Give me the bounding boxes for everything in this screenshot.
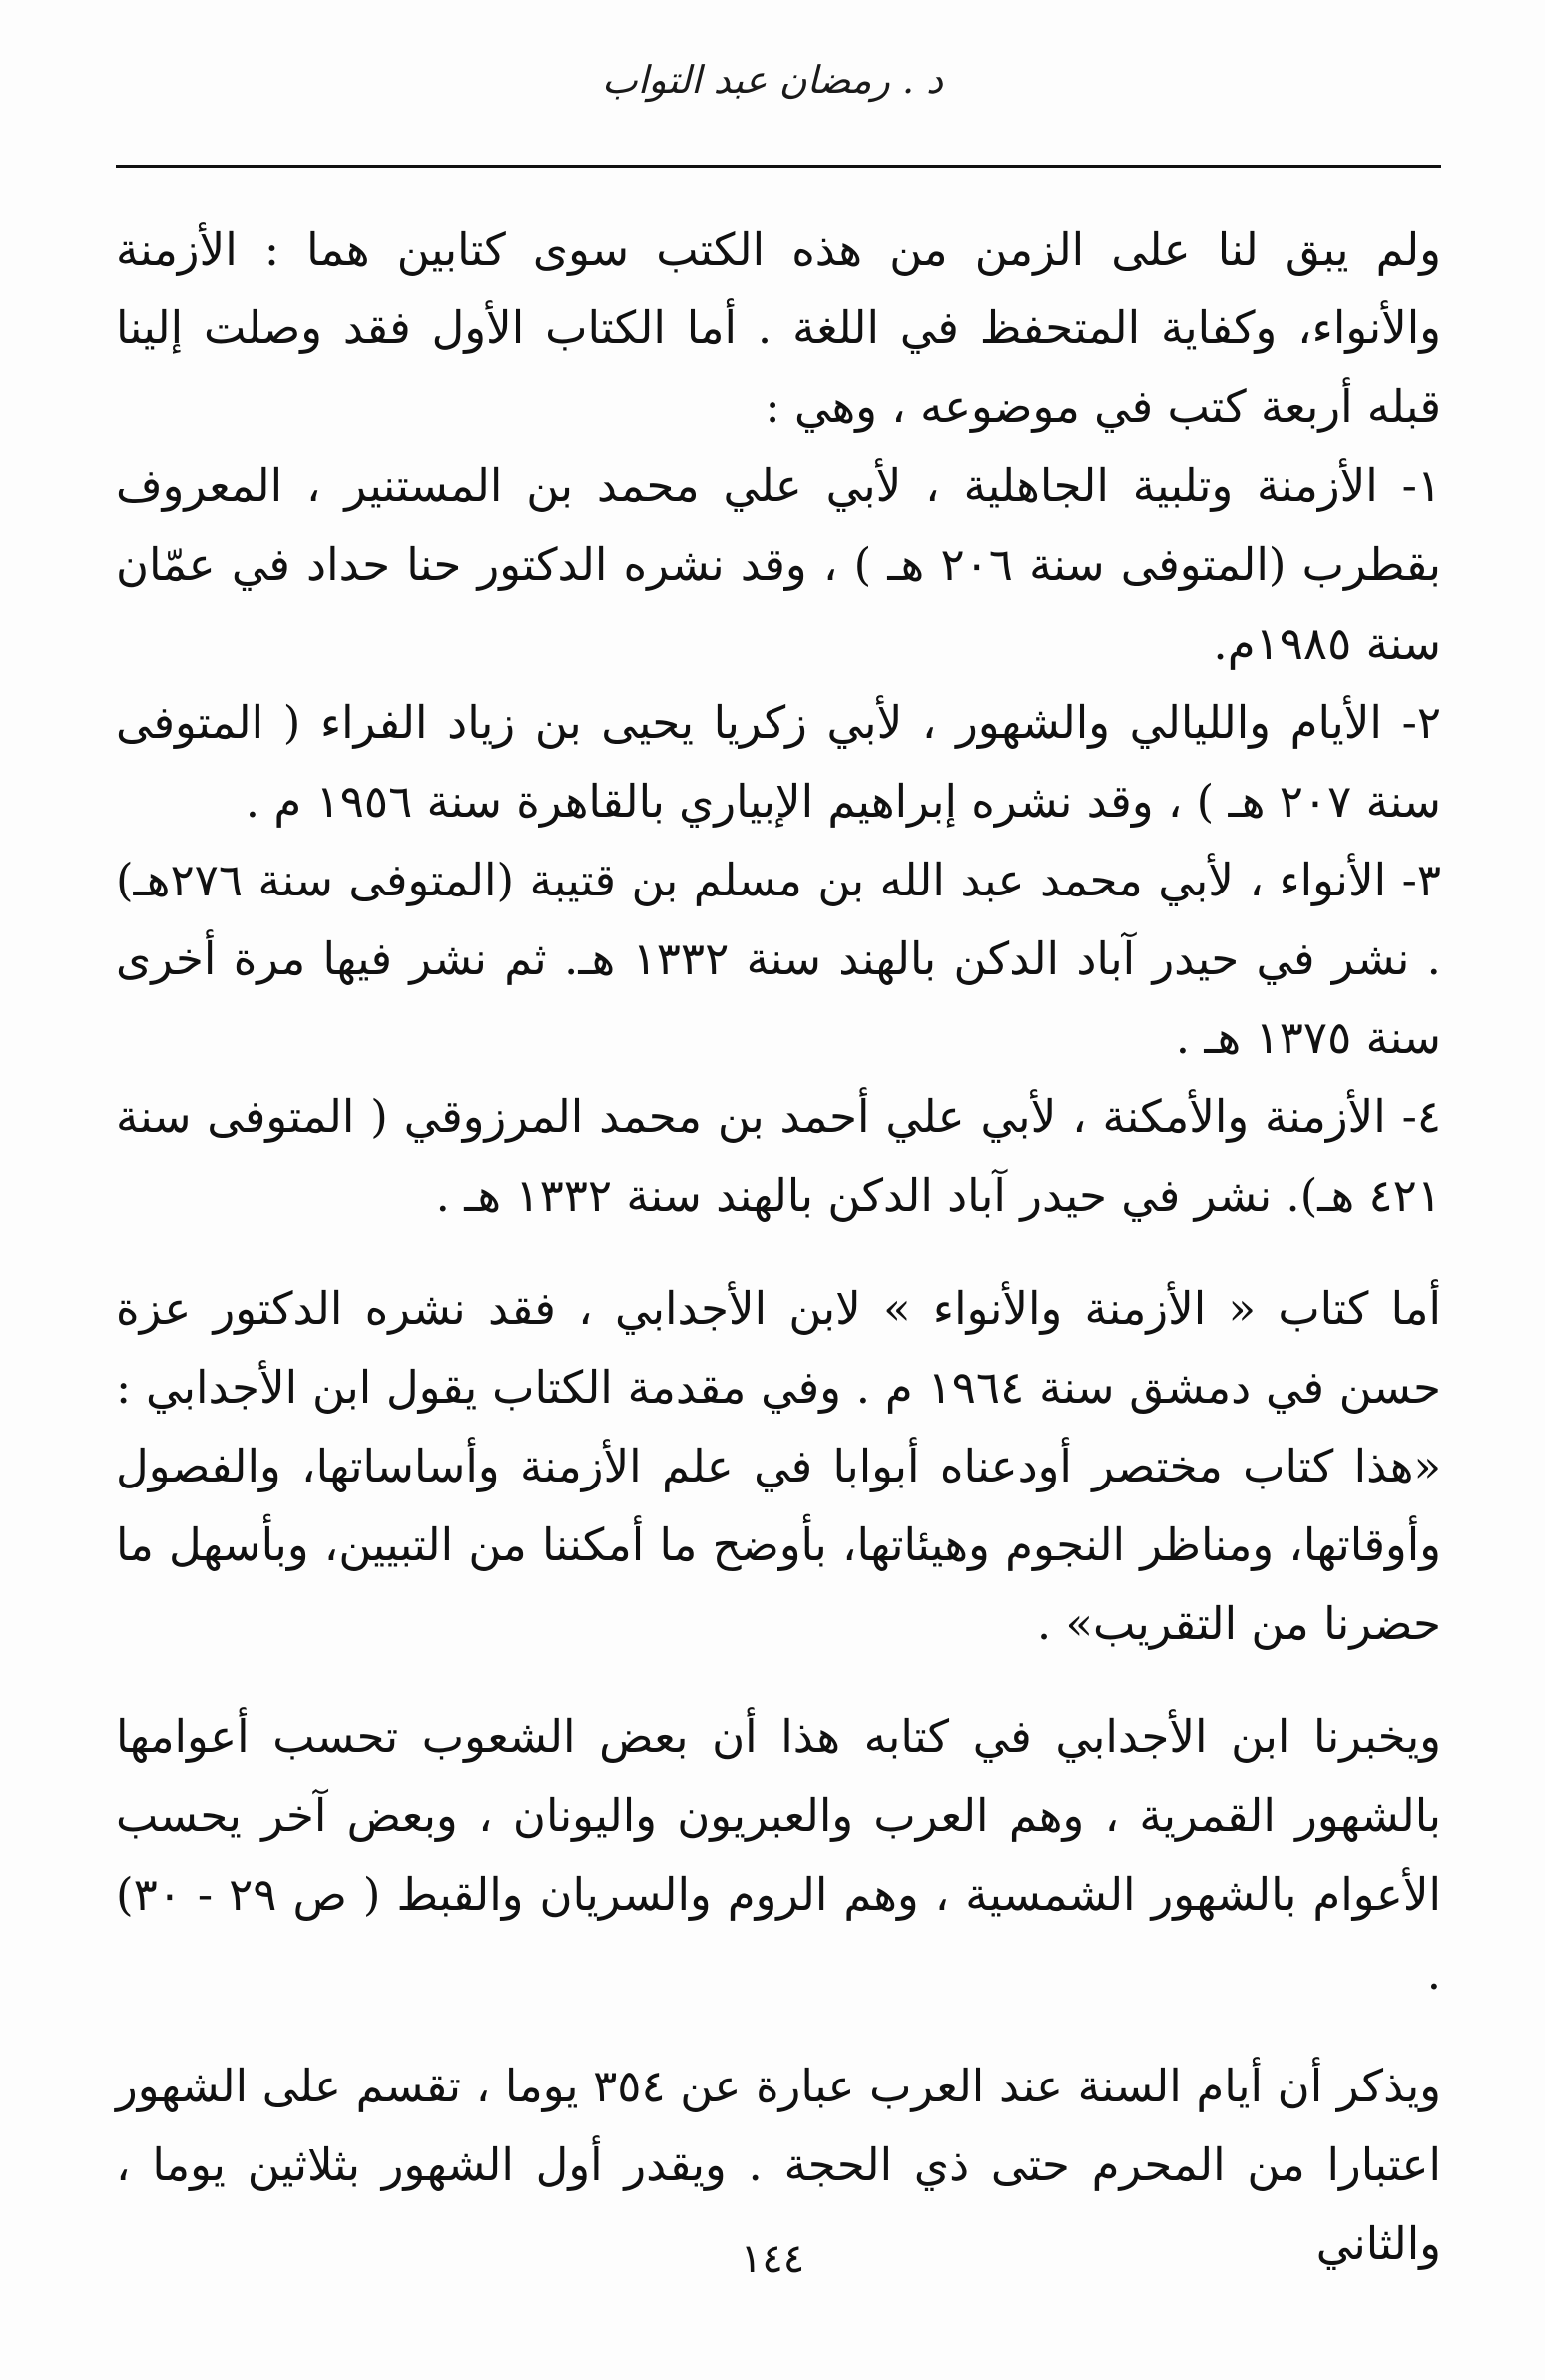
header-divider-line bbox=[116, 165, 1441, 168]
page-body bbox=[116, 210, 1441, 2283]
paragraph: أما كتاب « الأزمنة والأنواء » لابن الأجدابي ، فقد نشره الدكتور عزة حسن في دمشق سنة ١٩٦٤ م . وفي مقدمة الكتاب يقول ابن الأجدابي : «هذا كتاب مختصر أودعناه أبوابا في علم الأزمنة وأساساتها، والفصول وأوقاتها، ومناظر النجوم وهيئاتها، بأوضح ما أمكننا من التبيين، وبأسهل ما حضرنا من التقريب» . bbox=[116, 1282, 1441, 1650]
list-item: ٣- الأنواء ، لأبي محمد عبد الله بن مسلم بن قتيبة (المتوفى سنة ٢٧٦هـ) . نشر في حيدر آباد الدكن بالهند سنة ١٣٣٢ هـ. ثم نشر فيها مرة أخرى سنة ١٣٧٥ هـ . bbox=[116, 854, 1441, 1064]
list-item: ١- الأزمنة وتلبية الجاهلية ، لأبي علي محمد بن المستنير ، المعروف بقطرب (المتوفى سنة ٢٠٦ هـ ) ، وقد نشره الدكتور حنا حداد في عمّان سنة ١٩٨٥م. bbox=[116, 459, 1441, 670]
paragraph: ويخبرنا ابن الأجدابي في كتابه هذا أن بعض الشعوب تحسب أعوامها بالشهور القمرية ، وهم العرب والعبريون واليونان ، وبعض آخر يحسب الأعوام بالشهور الشمسية ، وهم الروم والسريان والقبط ( ص ٢٩ - ٣٠) . bbox=[116, 1710, 1441, 2000]
page-number: ١٤٤ bbox=[740, 2236, 805, 2282]
intro-paragraph: ولم يبق لنا على الزمن من هذه الكتب سوى كتابين هما : الأزمنة والأنواء، وكفاية المتحفظ في اللغة . أما الكتاب الأول فقد وصلت إلينا قبله أربعة كتب في موضوعه ، وهي : bbox=[116, 223, 1441, 433]
list-item: ٢- الأيام والليالي والشهور ، لأبي زكريا يحيى بن زياد الفراء ( المتوفى سنة ٢٠٧ هـ ) ، وقد نشره إبراهيم الإبياري بالقاهرة سنة ١٩٥٦ م . bbox=[116, 696, 1441, 828]
list-item: ٤- الأزمنة والأمكنة ، لأبي علي أحمد بن محمد المرزوقي ( المتوفى سنة ٤٢١ هـ). نشر في حيدر آباد الدكن بالهند سنة ١٣٣٢ هـ . bbox=[116, 1090, 1441, 1222]
paragraph: ويذكر أن أيام السنة عند العرب عبارة عن ٣٥٤ يوما ، تقسم على الشهور اعتبارا من المحرم حتى ذي الحجة . ويقدر أول الشهور بثلاثين يوما ، والثاني bbox=[116, 2060, 1441, 2270]
books-list bbox=[116, 446, 1441, 1235]
running-header-author: د . رمضان عبد التواب bbox=[601, 58, 944, 102]
